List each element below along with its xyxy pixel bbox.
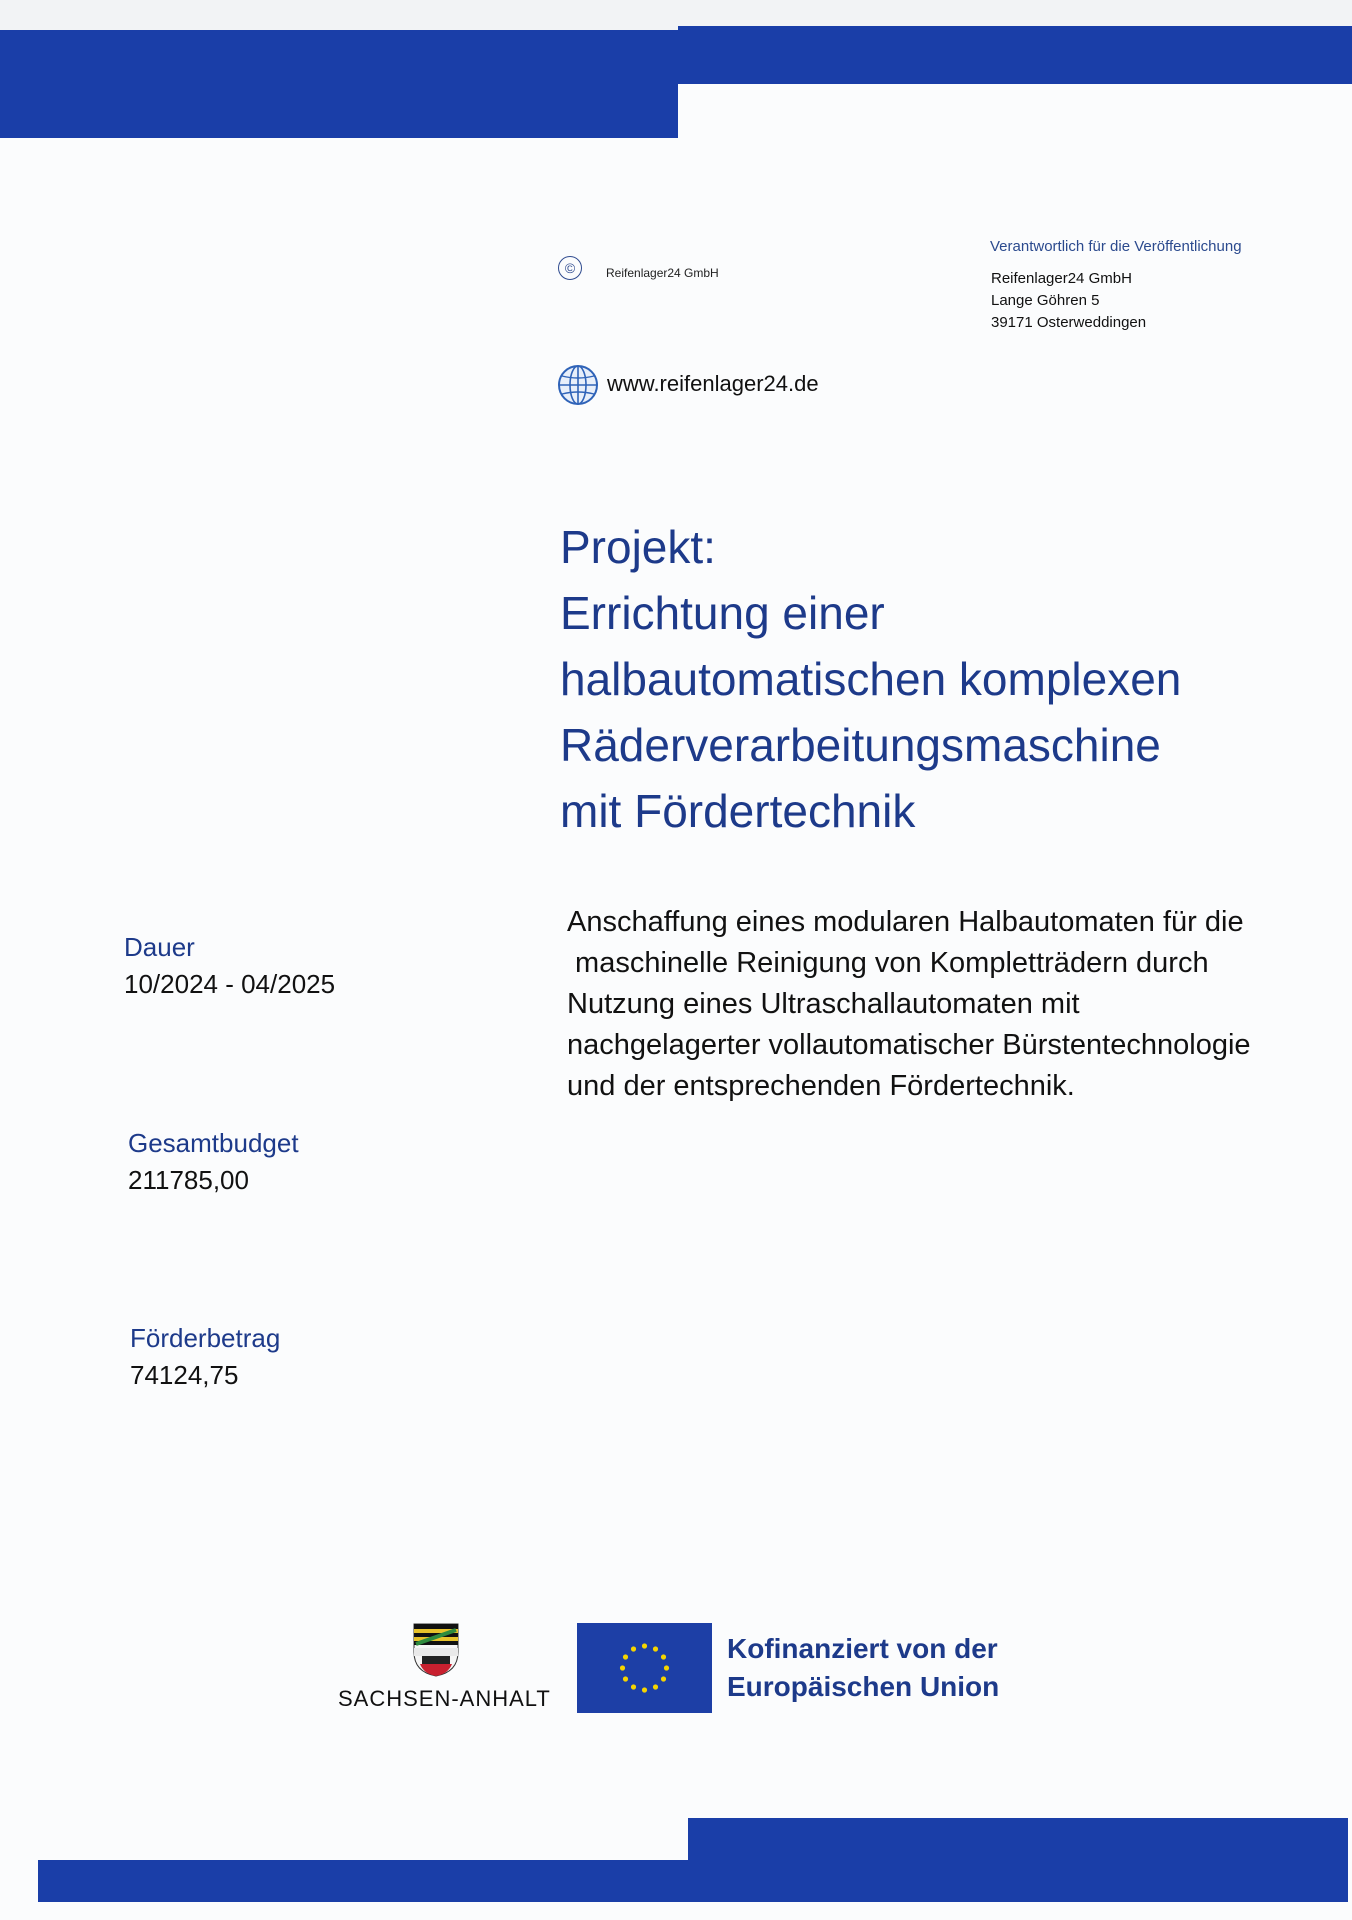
description-line: maschinelle Reinigung von Kompletträdern durch xyxy=(567,947,1209,979)
project-title-line: mit Fördertechnik xyxy=(560,785,916,837)
fact-label: Gesamtbudget xyxy=(128,1128,299,1158)
eu-cofinanced-text xyxy=(727,1630,999,1706)
copyright-text: Reifenlager24 GmbH xyxy=(606,266,719,280)
fact-value: 10/2024 - 04/2025 xyxy=(124,969,336,999)
description-line: Anschaffung eines modularen Halbautomaten für die xyxy=(567,906,1244,938)
project-title-line: halbautomatischen komplexen xyxy=(560,653,1182,705)
description-line: Nutzung eines Ultraschallautomaten mit xyxy=(567,988,1080,1020)
bottom-band-left xyxy=(38,1860,1348,1902)
project-title-line: Räderverarbeitungsmaschine xyxy=(560,719,1161,771)
website-link[interactable]: www.reifenlager24.de xyxy=(607,371,819,396)
eu-text-line: Europäischen Union xyxy=(727,1671,1000,1702)
project-title xyxy=(560,514,1181,844)
project-title-line: Projekt: xyxy=(560,521,716,573)
top-band-right xyxy=(678,26,1352,84)
responsible-address xyxy=(991,268,1146,334)
fact-funding-amount xyxy=(130,1323,280,1391)
top-band-left xyxy=(0,30,678,138)
fact-value: 74124,75 xyxy=(130,1360,239,1390)
fact-label: Förderbetrag xyxy=(130,1323,281,1353)
globe-icon xyxy=(557,364,599,406)
project-description xyxy=(567,902,1251,1107)
fact-label: Dauer xyxy=(124,932,195,962)
description-line: und der entsprechenden Fördertechnik. xyxy=(567,1070,1075,1102)
coat-of-arms-icon xyxy=(412,1622,460,1678)
fact-total-budget xyxy=(128,1128,299,1196)
state-logo-label: SACHSEN-ANHALT xyxy=(338,1686,551,1711)
copyright-icon: © xyxy=(558,256,582,280)
eu-stars xyxy=(577,1623,712,1713)
project-title-line: Errichtung einer xyxy=(560,587,885,639)
eu-flag-icon xyxy=(577,1623,712,1713)
responsible-title: Verantwortlich für die Veröffentlichung xyxy=(990,238,1242,255)
fact-duration xyxy=(124,932,335,1000)
responsible-line: Reifenlager24 GmbH xyxy=(991,270,1132,287)
responsible-line: 39171 Osterweddingen xyxy=(991,314,1147,331)
eu-text-line: Kofinanziert von der xyxy=(727,1633,998,1664)
description-line: nachgelagerter vollautomatischer Bürstentechnologie xyxy=(567,1029,1251,1061)
responsible-line: Lange Göhren 5 xyxy=(991,292,1100,309)
fact-value: 211785,00 xyxy=(128,1165,249,1195)
